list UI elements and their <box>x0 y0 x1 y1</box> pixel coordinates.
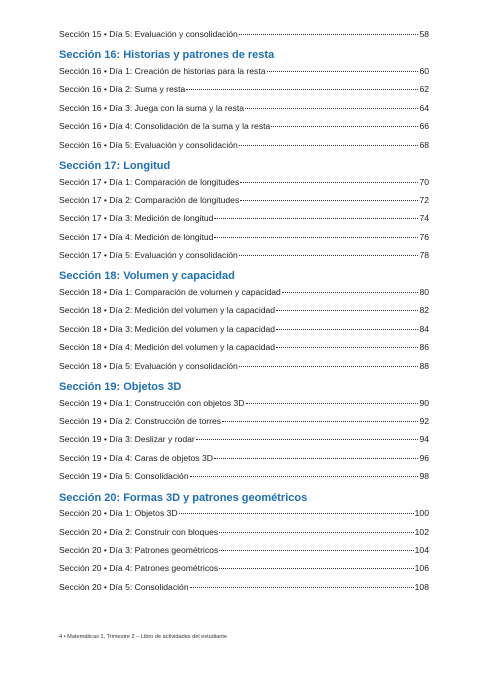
toc-page-number: 78 <box>419 250 429 261</box>
toc-entry-label: Sección 18 • Día 1: Comparación de volumen y capacidad <box>59 287 281 298</box>
toc-page-number: 88 <box>419 360 429 371</box>
toc-entry-label: Sección 19 • Día 1: Construcción con objetos 3D <box>59 397 245 408</box>
toc-page-number: 80 <box>419 287 429 298</box>
toc-entry[interactable] <box>59 581 429 599</box>
toc-entry-label: Sección 20 • Día 1: Objetos 3D <box>59 508 178 519</box>
toc-entry[interactable] <box>59 139 429 157</box>
toc-entry-label: Sección 19 • Día 5: Consolidación <box>59 471 189 482</box>
toc-entry-label: Sección 17 • Día 5: Evaluación y consolidación <box>59 250 238 261</box>
toc-page-number: 84 <box>419 323 429 334</box>
toc-entry-label: Sección 20 • Día 4: Patrones geométricos <box>59 563 219 574</box>
dot-leader <box>214 210 418 219</box>
toc-entry-label: Sección 18 • Día 5: Evaluación y consolidación <box>59 360 238 371</box>
dot-leader <box>190 468 419 477</box>
dot-leader <box>239 26 419 35</box>
toc-page-number: 94 <box>419 434 429 445</box>
toc-entry-label: Sección 17 • Día 3: Medición de longitud <box>59 213 214 224</box>
toc-entry-label: Sección 17 • Día 2: Comparación de longitudes <box>59 194 240 205</box>
dot-leader <box>267 63 419 72</box>
dot-leader <box>214 229 418 238</box>
toc-entry-label: Sección 16 • Día 4: Consolidación de la suma y la resta <box>59 121 271 132</box>
dot-leader <box>219 524 413 533</box>
dot-leader <box>222 413 418 422</box>
section-heading: Sección 17: Longitud <box>59 159 171 172</box>
toc-page-number: 100 <box>414 508 429 519</box>
dot-leader <box>196 431 419 440</box>
dot-leader <box>245 100 418 109</box>
dot-leader <box>276 339 418 348</box>
toc-entry-label: Sección 16 • Día 1: Creación de historias para la resta <box>59 65 266 76</box>
toc-page-number: 86 <box>419 342 429 353</box>
section-heading: Sección 16: Historias y patrones de resta <box>59 49 275 62</box>
toc-page-number: 72 <box>419 194 429 205</box>
dot-leader <box>246 395 419 404</box>
dot-leader <box>240 174 418 183</box>
toc-page-number: 106 <box>414 563 429 574</box>
dot-leader <box>219 542 413 551</box>
dot-leader <box>214 450 418 459</box>
toc-page-number: 98 <box>419 471 429 482</box>
toc-entry-label: Sección 20 • Día 5: Consolidación <box>59 581 189 592</box>
page-footer: 4 • Matemáticas 1, Trimestre 2 – Libro de actividades del estudiante <box>59 634 227 640</box>
toc-page-number: 102 <box>414 526 429 537</box>
toc-entry-label: Sección 16 • Día 3: Juega con la suma y la resta <box>59 102 245 113</box>
toc-entry[interactable] <box>59 360 429 378</box>
toc-page-number: 90 <box>419 397 429 408</box>
toc-page-number: 60 <box>419 65 429 76</box>
toc-page-number: 82 <box>419 305 429 316</box>
toc-page-number: 74 <box>419 213 429 224</box>
toc-page-number: 92 <box>419 416 429 427</box>
toc-entry-label: Sección 20 • Día 3: Patrones geométricos <box>59 544 219 555</box>
dot-leader <box>271 118 418 127</box>
toc-page-number: 108 <box>414 581 429 592</box>
dot-leader <box>282 284 419 293</box>
toc-page-number: 62 <box>419 84 429 95</box>
dot-leader <box>240 192 418 201</box>
dot-leader <box>276 302 418 311</box>
toc-entry-label: Sección 19 • Día 3: Deslizar y rodar <box>59 434 195 445</box>
table-of-contents <box>59 28 429 599</box>
toc-page-number: 58 <box>419 29 429 39</box>
toc-entry[interactable] <box>59 28 429 46</box>
toc-page-number: 64 <box>419 102 429 113</box>
toc-page-number: 70 <box>419 176 429 187</box>
toc-page-number: 66 <box>419 121 429 132</box>
toc-entry-label: Sección 18 • Día 4: Medición del volumen y la capacidad <box>59 342 276 353</box>
toc-page-number: 68 <box>419 139 429 150</box>
toc-entry-label: Sección 19 • Día 4: Caras de objetos 3D <box>59 452 213 463</box>
toc-entry-label: Sección 20 • Día 2: Construir con bloques <box>59 526 219 537</box>
toc-entry-label: Sección 17 • Día 4: Medición de longitud <box>59 231 214 242</box>
toc-entry-label: Sección 18 • Día 2: Medición del volumen y la capacidad <box>59 305 276 316</box>
dot-leader <box>219 560 413 569</box>
dot-leader <box>276 321 418 330</box>
section-heading: Sección 18: Volumen y capacidad <box>59 270 235 283</box>
dot-leader <box>186 81 418 90</box>
toc-entry-label: Sección 18 • Día 3: Medición del volumen y la capacidad <box>59 323 276 334</box>
toc-entry-label: Sección 19 • Día 2: Construcción de torres <box>59 416 222 427</box>
toc-entry-label: Sección 17 • Día 1: Comparación de longitudes <box>59 176 240 187</box>
dot-leader <box>239 137 419 146</box>
toc-entry-label: Sección 16 • Día 2: Suma y resta <box>59 84 186 95</box>
dot-leader <box>179 505 414 514</box>
dot-leader <box>239 247 419 256</box>
toc-page-number: 96 <box>419 452 429 463</box>
toc-page-number: 76 <box>419 231 429 242</box>
dot-leader <box>190 579 414 588</box>
toc-entry-label: Sección 15 • Día 5: Evaluación y consolidación <box>59 29 238 39</box>
toc-page-number: 104 <box>414 544 429 555</box>
toc-entry-label: Sección 16 • Día 5: Evaluación y consolidación <box>59 139 238 150</box>
dot-leader <box>239 358 419 367</box>
section-heading: Sección 20: Formas 3D y patrones geométricos <box>59 491 308 504</box>
toc-entry[interactable] <box>59 249 429 267</box>
section-heading: Sección 19: Objetos 3D <box>59 381 182 394</box>
toc-entry[interactable] <box>59 470 429 488</box>
